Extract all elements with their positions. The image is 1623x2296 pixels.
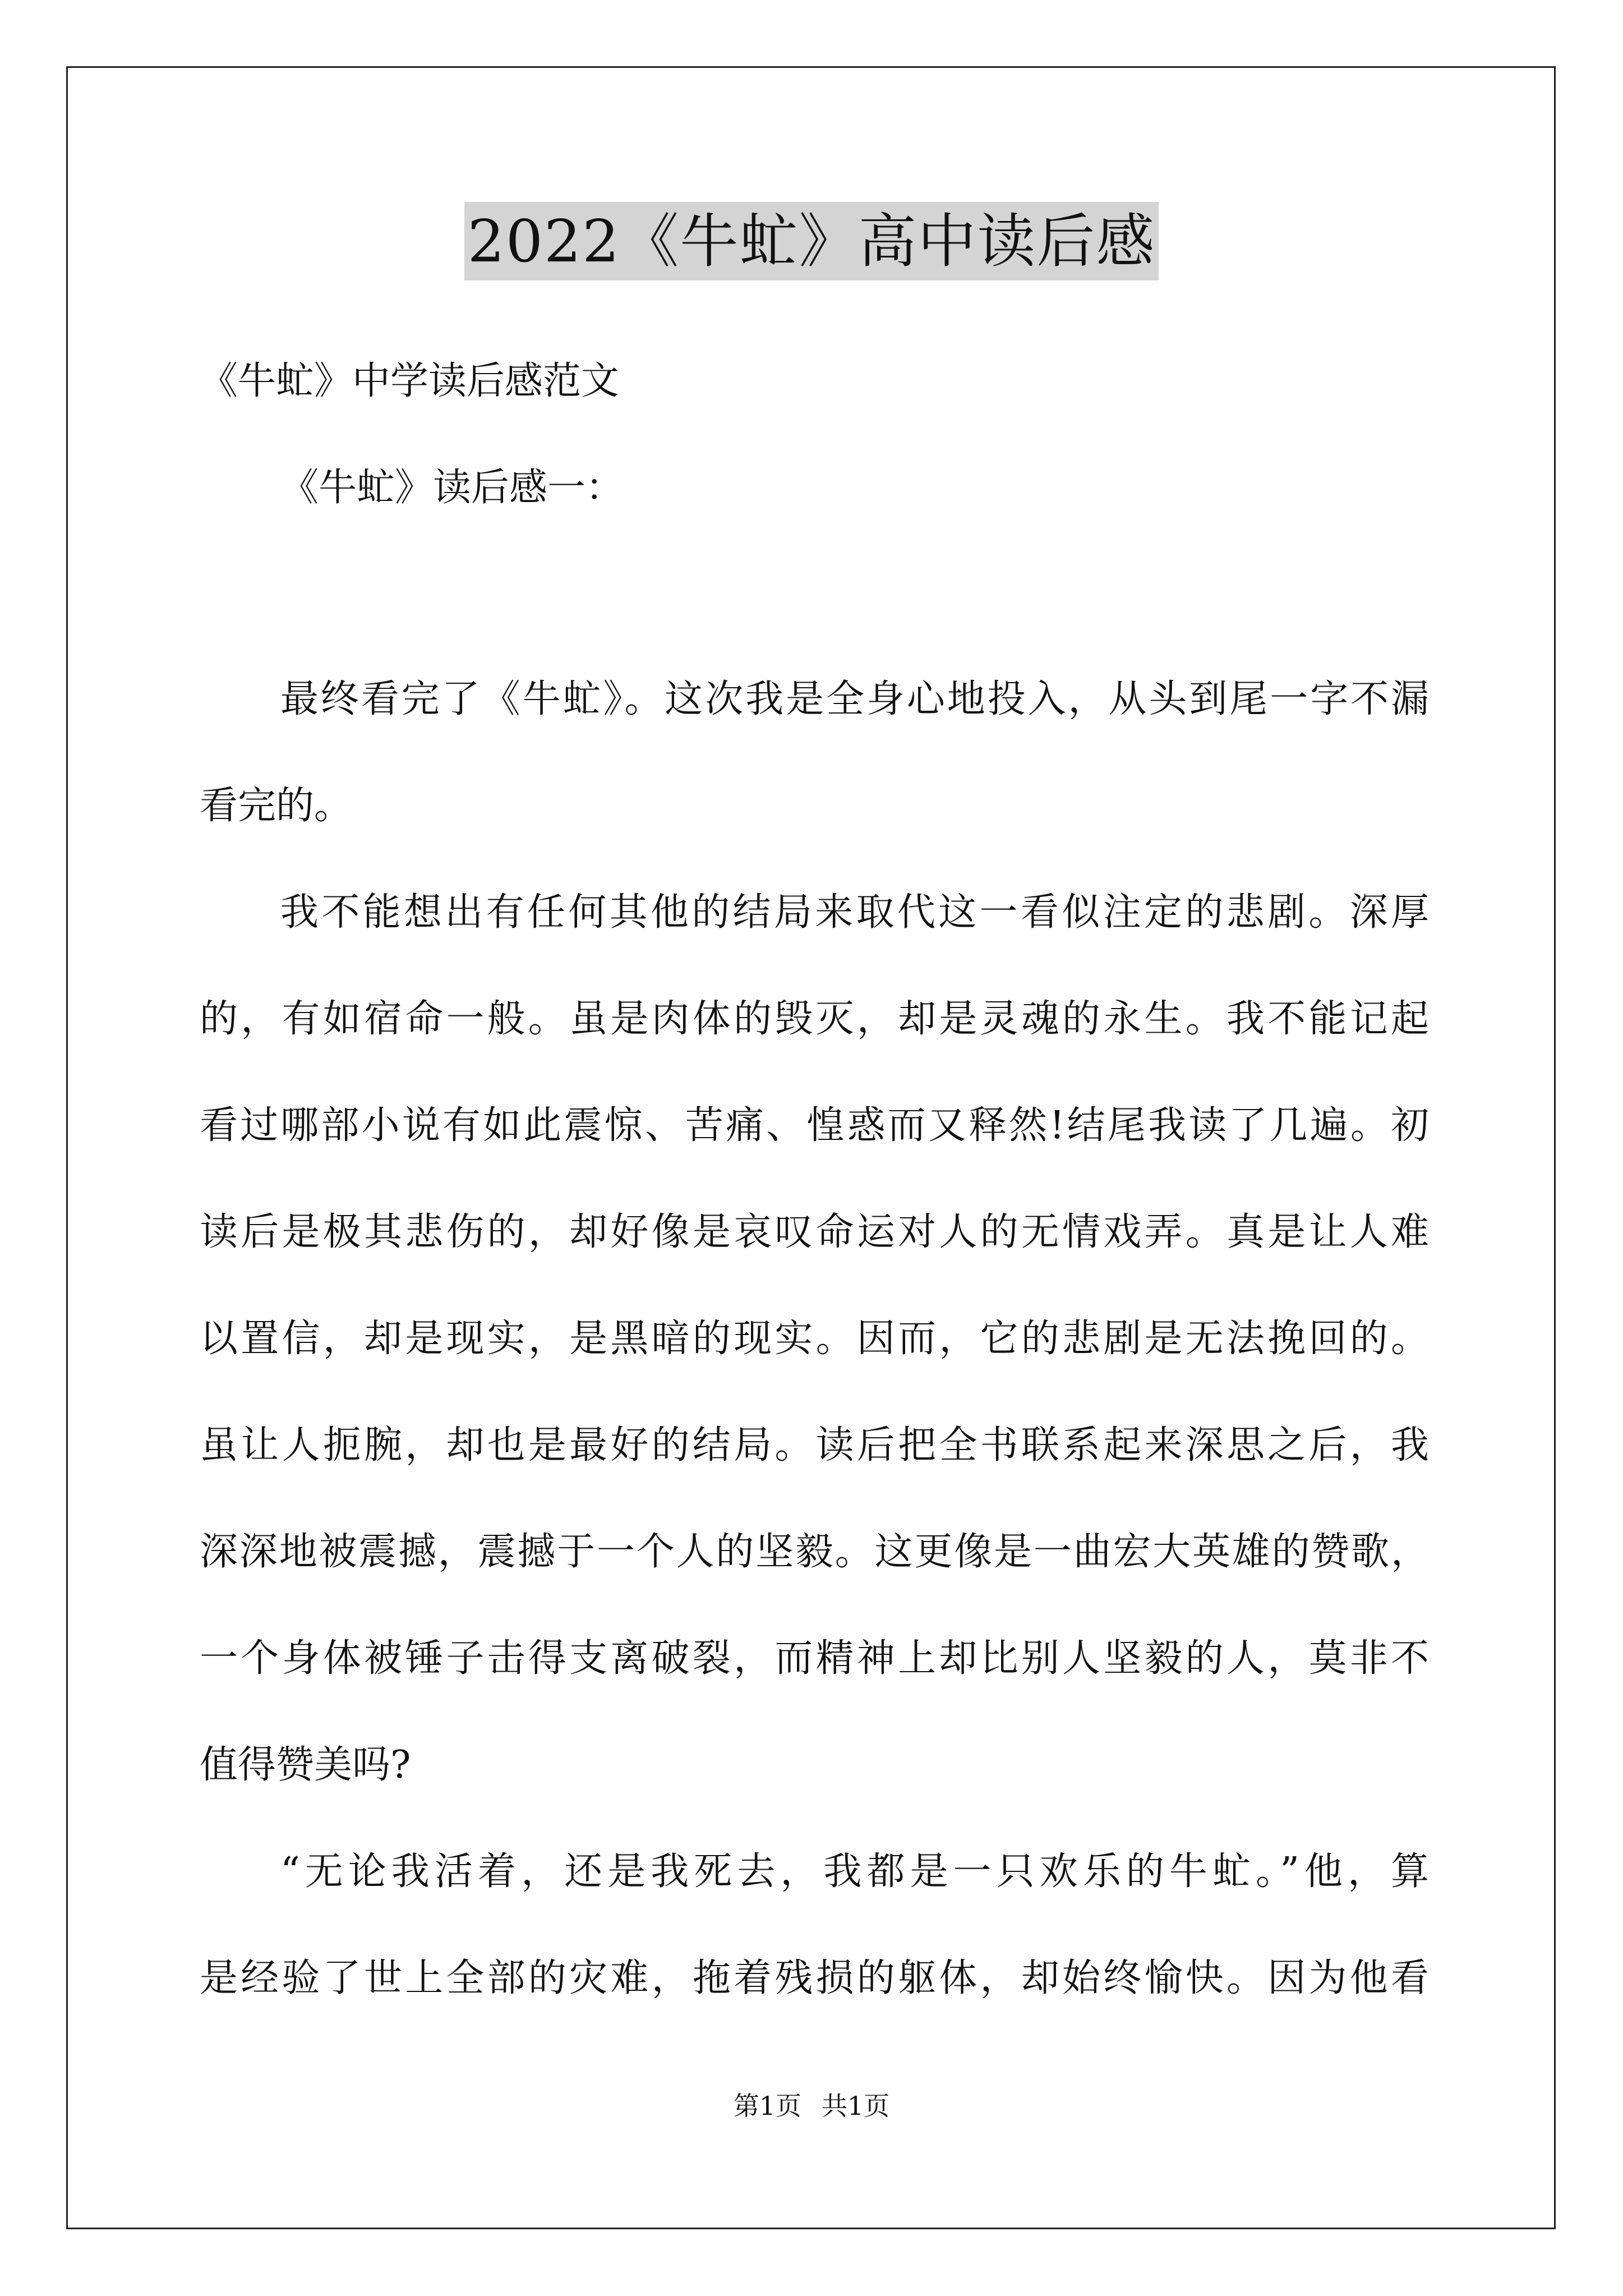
body-line: 虽让人扼腕，却也是最好的结局。读后把全书联系起来深思之后，我	[200, 1423, 1429, 1467]
page-footer	[0, 2089, 1623, 2123]
body-line: 是经验了世上全部的灾难，拖着残损的躯体，却始终愉快。因为他看	[200, 1956, 1429, 2000]
page-total: 共1页	[822, 2091, 890, 2121]
body-line: 我不能想出有任何其他的结局来取代这一看似注定的悲剧。深厚	[280, 890, 1429, 935]
page-number: 第1页	[733, 2091, 801, 2121]
body-line: 的，有如宿命一般。虽是肉体的毁灭，却是灵魂的永生。我不能记起	[200, 997, 1429, 1041]
subtitle: 《牛虻》中学读后感范文	[200, 359, 620, 403]
body-line: 以置信，却是现实，是黑暗的现实。因而，它的悲剧是无法挽回的。	[200, 1317, 1429, 1361]
document-title: 2022《牛虻》高中读后感	[464, 202, 1159, 280]
body-line: 看完的。	[200, 784, 353, 828]
title-container	[0, 202, 1623, 280]
body-line: 深深地被震撼，震撼于一个人的坚毅。这更像是一曲宏大英雄的赞歌，	[200, 1530, 1429, 1574]
body-line: 读后是极其悲伤的，却好像是哀叹命运对人的无情戏弄。真是让人难	[200, 1210, 1429, 1254]
body-line: “无论我活着，还是我死去，我都是一只欢乐的牛虻。”他，算	[280, 1849, 1429, 1894]
body-line: 最终看完了《牛虻》。这次我是全身心地投入，从头到尾一字不漏	[280, 677, 1429, 721]
body-line: 一个身体被锤子击得支离破裂，而精神上却比别人坚毅的人，莫非不	[200, 1636, 1429, 1681]
section-heading: 《牛虻》读后感一：	[280, 466, 624, 510]
body-line: 看过哪部小说有如此震惊、苦痛、惶惑而又释然!结尾我读了几遍。初	[200, 1103, 1429, 1148]
body-line: 值得赞美吗?	[200, 1743, 411, 1787]
